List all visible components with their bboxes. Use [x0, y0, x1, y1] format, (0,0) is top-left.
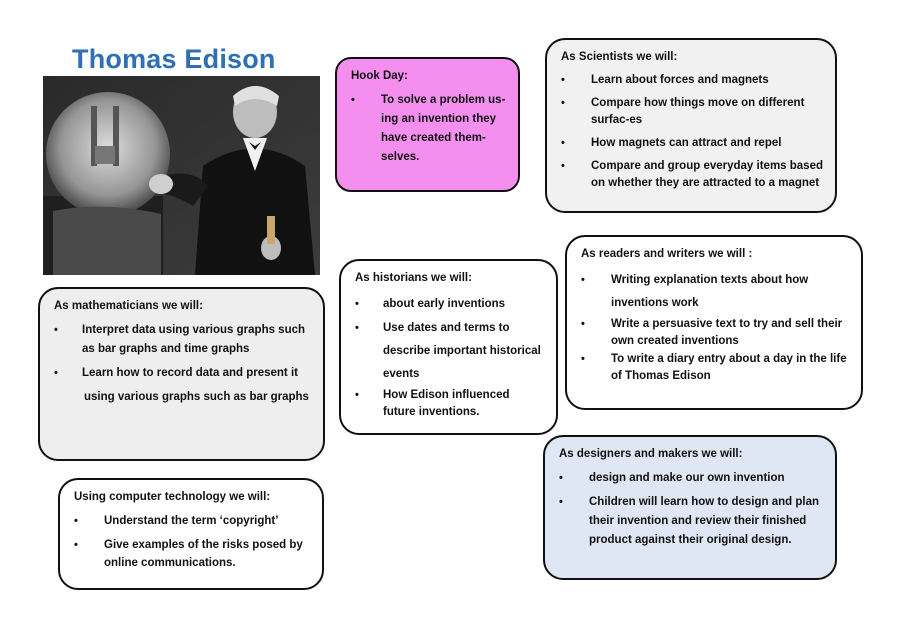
portrait-photo [43, 76, 320, 275]
list-item: • To solve a problem us-ing an invention they have created them-selves. [351, 91, 506, 167]
list-item: • Children will learn how to design and plan their invention and review their finished product against their original design. [559, 493, 823, 550]
portrait-photo-icon [43, 76, 320, 275]
page-title: Thomas Edison [72, 44, 276, 74]
list-item: • design and make our own invention [559, 469, 823, 488]
historians-panel [339, 259, 558, 435]
hook-day-panel [335, 57, 520, 192]
designers-heading: As designers and makers we will: [559, 448, 743, 460]
list-item: • How magnets can attract and repel [561, 135, 823, 152]
mathematicians-panel [38, 287, 325, 461]
list-item: • Writing explanation texts about how inventions work [581, 269, 849, 315]
list-item-continuation: using various graphs such as bar graphs [84, 391, 309, 403]
list-item: • Compare how things move on different surfac-es [561, 95, 823, 129]
list-item: • Learn about forces and magnets [561, 72, 823, 89]
computing-panel [58, 478, 324, 590]
list-item: • How Edison influenced future inventions. [355, 387, 544, 421]
historians-heading: As historians we will: [355, 272, 472, 284]
scientists-heading: As Scientists we will: [561, 51, 678, 63]
list-item: • Learn how to record data and present it [54, 364, 311, 383]
list-item: • To write a diary entry about a day in the life of Thomas Edison [581, 351, 849, 385]
hook-day-heading: Hook Day: [351, 70, 408, 82]
readers-writers-panel [565, 235, 863, 410]
mathematicians-heading: As mathematicians we will: [54, 300, 203, 312]
list-item: • Understand the term ‘copyright’ [74, 512, 310, 530]
scientists-panel [545, 38, 837, 213]
designers-panel [543, 435, 837, 580]
list-item: • Use dates and terms to describe important historical events [355, 317, 544, 386]
list-item: • Write a persuasive text to try and sell their own created inventions [581, 316, 849, 350]
readers-writers-heading: As readers and writers we will : [581, 248, 753, 260]
list-item: • Interpret data using various graphs such as bar graphs and time graphs [54, 321, 311, 359]
list-item: • Give examples of the risks posed by online communications. [74, 536, 310, 572]
computing-heading: Using computer technology we will: [74, 491, 271, 503]
list-item: • about early inventions [355, 293, 544, 316]
list-item: • Compare and group everyday items based on whether they are attracted to a magnet [561, 158, 823, 192]
